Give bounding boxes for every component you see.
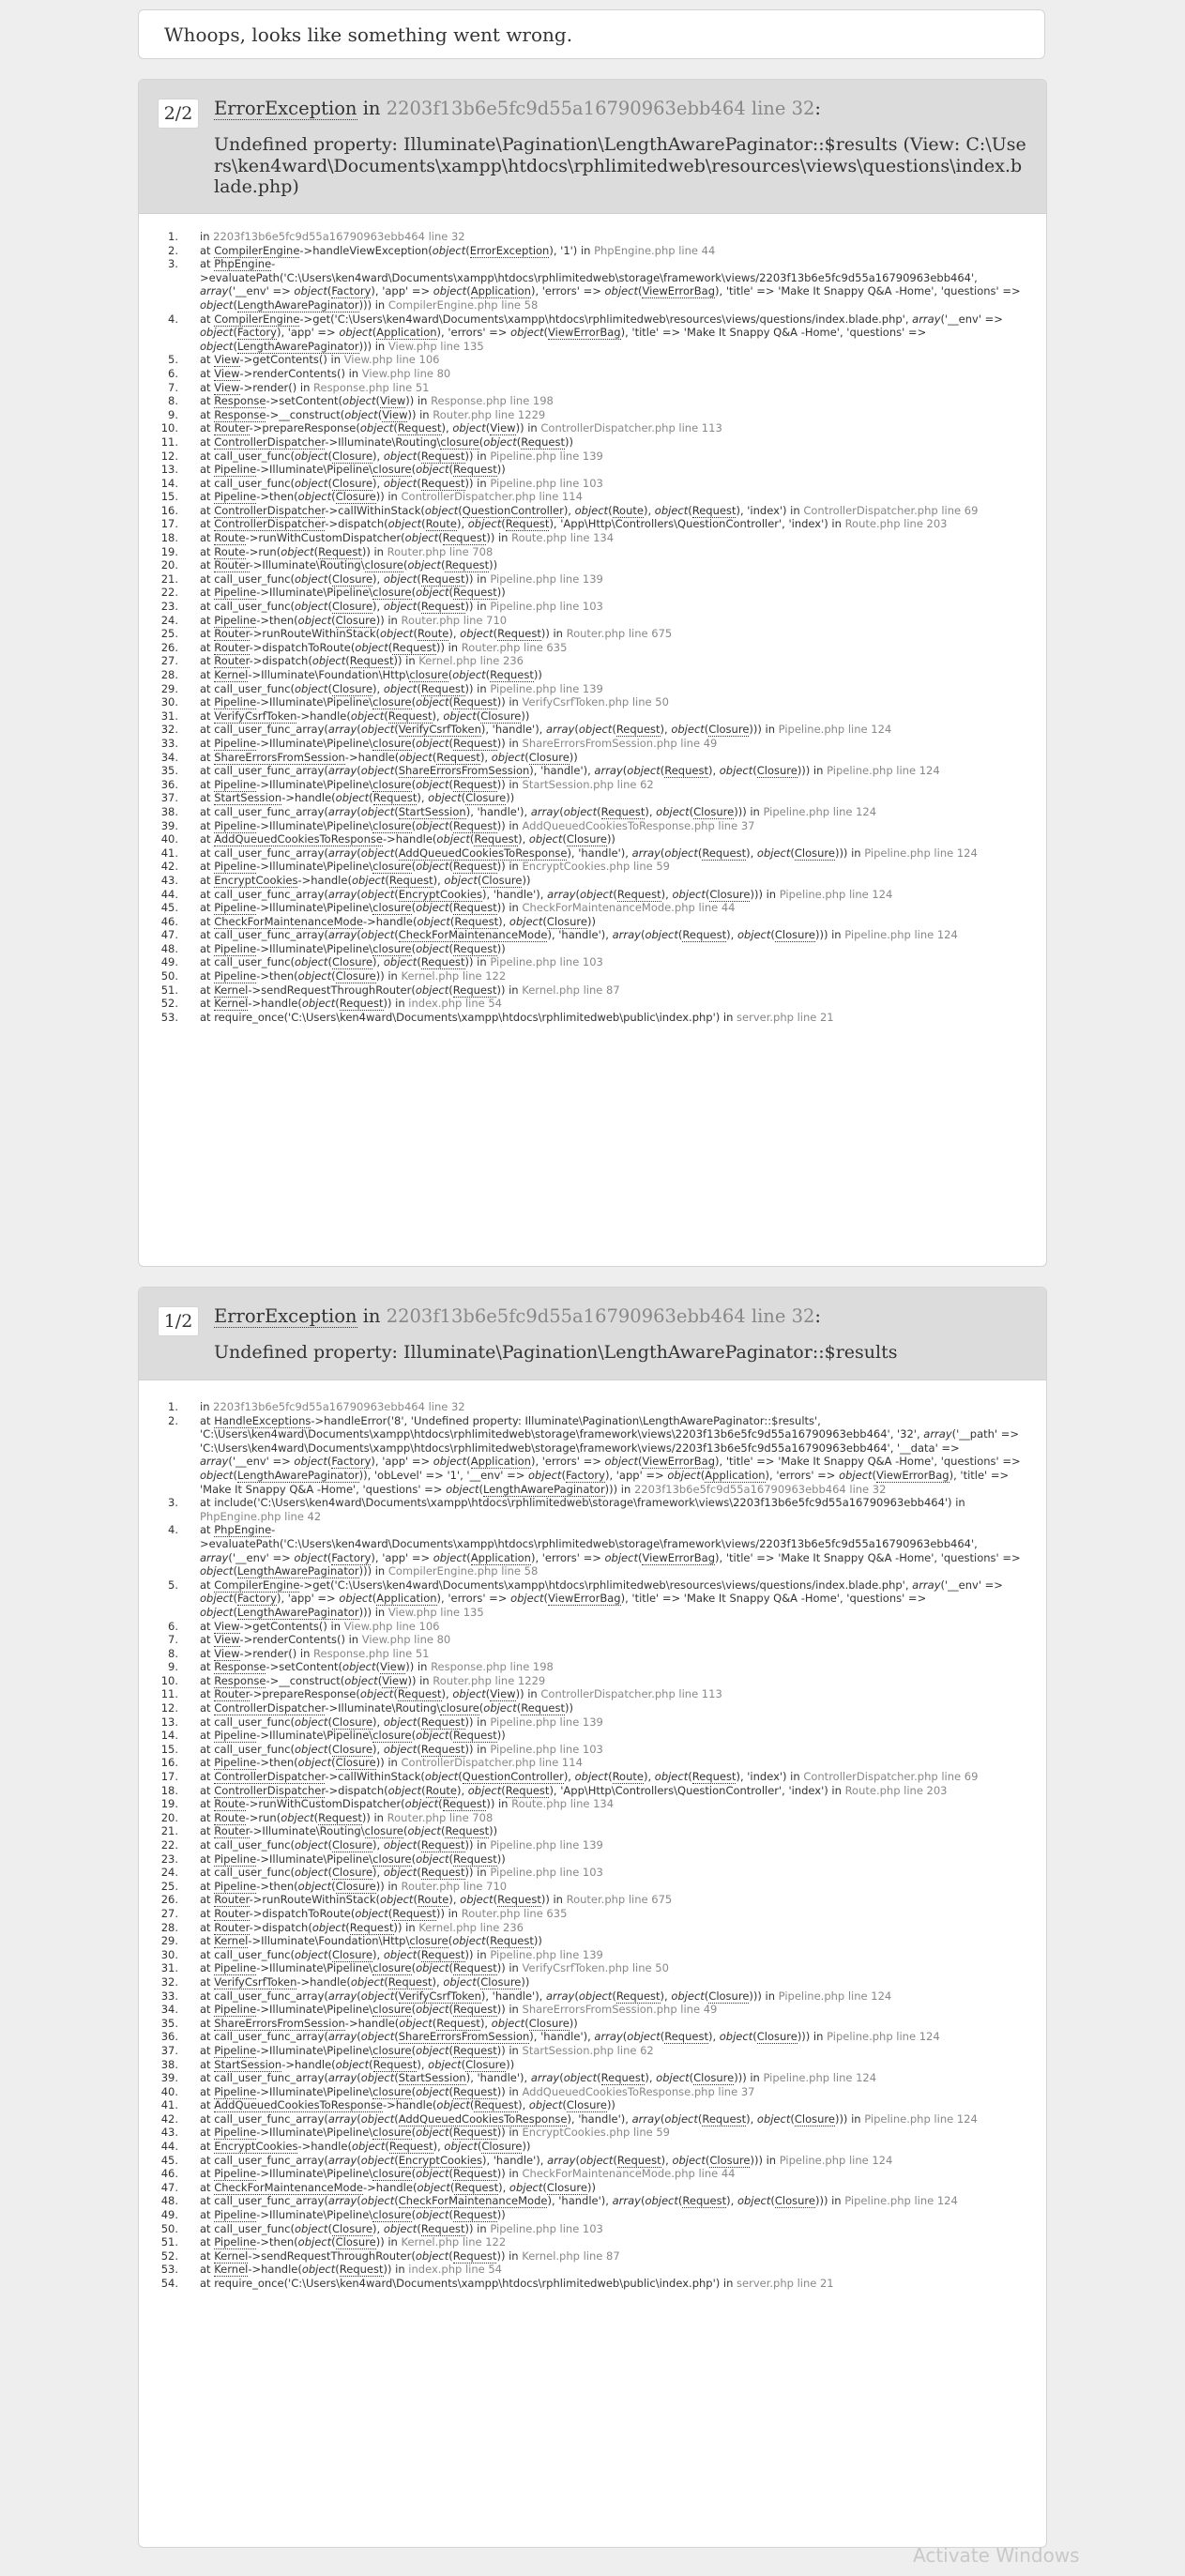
trace-frame: 22. at call_user_func(object(Closure), object(Request)) in Pipeline.php line 139: [139, 1838, 1046, 1852]
trace-frame-number: 14.: [160, 476, 178, 490]
trace-frame: 1. in 2203f13b6e5fc9d55a16790963ebb464 line 32: [139, 230, 1046, 244]
trace-frame-number: 4.: [168, 312, 178, 326]
trace-frame: 41. at AddQueuedCookiesToResponse->handle(object(Request), object(Closure)): [139, 2098, 1046, 2112]
trace-frame-number: 33.: [160, 736, 178, 750]
trace-frame-number: 2.: [168, 1413, 178, 1427]
trace-frame-number: 25.: [160, 1879, 178, 1893]
trace-frame: 4. at PhpEngine->evaluatePath('C:\Users\ken4ward\Documents\xampp\htdocs\rphlimitedweb\storage\framework\views/2203f13b6e5fc9d55a16790963ebb464', array('__env' => object(Factory), 'app' => object(Application), 'errors' => object(ViewErrorBag), 'title' => 'Make It Snappy Q&A -Home', 'questions' => object(LengthAwarePaginator))) in CompilerEngine.php line 58: [139, 1523, 1046, 1578]
trace-frame: 26. at Router->dispatchToRoute(object(Request)) in Router.php line 635: [139, 641, 1046, 655]
trace-frame-number: 6.: [168, 366, 178, 380]
trace-frame-number: 8.: [168, 1646, 178, 1660]
exception-in: in: [357, 1305, 387, 1327]
trace-frame: 29. at Kernel->Illuminate\Foundation\Http\closure(object(Request)): [139, 1934, 1046, 1948]
exception-colon: :: [814, 98, 821, 119]
trace-frame: 36. at call_user_func_array(array(object(ShareErrorsFromSession), 'handle'), array(object(Request), object(Closure))) in Pipeline.php line 124: [139, 2030, 1046, 2044]
trace-frame: 12. at ControllerDispatcher->Illuminate\Routing\closure(object(Request)): [139, 1701, 1046, 1715]
trace-frame-number: 52.: [160, 2248, 178, 2263]
trace-frame-number: 11.: [160, 434, 178, 449]
trace-frame-number: 23.: [160, 1852, 178, 1866]
trace-frame-number: 29.: [160, 681, 178, 695]
trace-frame: 17. at ControllerDispatcher->callWithinStack(object(QuestionController), object(Route), object(Request), 'index') in ControllerDispatcher.php line 69: [139, 1770, 1046, 1784]
trace-frame: 11. at Router->prepareResponse(object(Request), object(View)) in ControllerDispatcher.php line 113: [139, 1687, 1046, 1701]
trace-frame-number: 17.: [160, 517, 178, 531]
trace-frame-number: 53.: [160, 1010, 178, 1024]
trace-frame-number: 12.: [160, 449, 178, 463]
trace-frame: 5. at CompilerEngine->get('C:\Users\ken4ward\Documents\xampp\htdocs\rphlimitedweb\resources\views/questions/index.blade.php', array('__env' => object(Factory), 'app' => object(Application), 'errors' => object(ViewErrorBag), 'title' => 'Make It Snappy Q&A -Home', 'questions' => object(LengthAwarePaginator))) in View.php line 135: [139, 1578, 1046, 1620]
trace-frame-number: 48.: [160, 941, 178, 955]
trace-frame-number: 37.: [160, 791, 178, 805]
trace-frame: 15. at call_user_func(object(Closure), object(Request)) in Pipeline.php line 103: [139, 1743, 1046, 1757]
trace-frame: 25. at Pipeline->then(object(Closure)) in Router.php line 710: [139, 1880, 1046, 1894]
trace-frame: 42. at Pipeline->Illuminate\Pipeline\closure(object(Request)) in EncryptCookies.php line 59: [139, 860, 1046, 874]
trace-frame-number: 49.: [160, 2208, 178, 2222]
trace-frame-number: 22.: [160, 586, 178, 600]
trace-frame-number: 13.: [160, 463, 178, 477]
trace-frame-number: 31.: [160, 709, 178, 723]
trace-frame: 35. at ShareErrorsFromSession->handle(object(Request), object(Closure)): [139, 2017, 1046, 2031]
trace-frame-number: 26.: [160, 1893, 178, 1907]
exception-counter: 1/2: [158, 1306, 199, 1336]
trace-frame-number: 47.: [160, 928, 178, 942]
trace-frame-number: 2.: [168, 243, 178, 257]
trace-frame: 18. at ControllerDispatcher->dispatch(object(Route), object(Request), 'App\Http\Controllers\QuestionController', 'index') in Route.php line 203: [139, 1784, 1046, 1798]
trace-frame-number: 37.: [160, 2043, 178, 2057]
trace-frame-number: 38.: [160, 804, 178, 818]
trace-frame: 15. at Pipeline->then(object(Closure)) in ControllerDispatcher.php line 114: [139, 490, 1046, 504]
trace-frame: 21. at call_user_func(object(Closure), object(Request)) in Pipeline.php line 139: [139, 572, 1046, 587]
trace-frame: 33. at Pipeline->Illuminate\Pipeline\closure(object(Request)) in ShareErrorsFromSession.php line 49: [139, 737, 1046, 751]
exception-message: Undefined property: Illuminate\Pagination\LengthAwarePaginator::$results (View: C:\Users\ken4ward\Documents\xampp\htdocs\rphlimitedweb\resources\views\questions\index.blade.php): [214, 134, 1026, 197]
exception-counter: 2/2: [158, 99, 199, 129]
trace-frame: 17. at ControllerDispatcher->dispatch(object(Route), object(Request), 'App\Http\Controllers\QuestionController', 'index') in Route.php line 203: [139, 517, 1046, 531]
trace-frame: 45. at call_user_func_array(array(object(EncryptCookies), 'handle'), array(object(Request), object(Closure))) in Pipeline.php line 124: [139, 2154, 1046, 2168]
trace-frame-number: 42.: [160, 2111, 178, 2126]
trace-frame: 8. at View->render() in Response.php line 51: [139, 1647, 1046, 1661]
trace-frame: 53. at require_once('C:\Users\ken4ward\Documents\xampp\htdocs\rphlimitedweb\public\index.php') in server.php line 21: [139, 1011, 1046, 1025]
trace-frame-number: 43.: [160, 2126, 178, 2140]
error-header: [138, 9, 1045, 59]
trace-frame-number: 11.: [160, 1687, 178, 1701]
trace-frame-number: 21.: [160, 572, 178, 586]
exception-block-2: [138, 79, 1047, 1267]
exception-title: [214, 95, 1027, 123]
trace-frame: 44. at EncryptCookies->handle(object(Request), object(Closure)): [139, 2140, 1046, 2154]
trace-frame-number: 47.: [160, 2180, 178, 2194]
trace-frame-number: 35.: [160, 764, 178, 778]
trace-frame: 34. at Pipeline->Illuminate\Pipeline\closure(object(Request)) in ShareErrorsFromSession.php line 49: [139, 2003, 1046, 2017]
trace-frame: 43. at EncryptCookies->handle(object(Request), object(Closure)): [139, 874, 1046, 888]
trace-frame-number: 40.: [160, 832, 178, 846]
trace-frame: 2. at HandleExceptions->handleError('8', 'Undefined property: Illuminate\Pagination\LengthAwarePaginator::$results', 'C:\Users\ken4ward\Documents\xampp\htdocs\rphlimitedweb\storage\framework\views\2203f13b6e5fc9d55a16790963ebb464', '32', array('__path' => 'C:\Users\ken4ward\Documents\xampp\htdocs\rphlimitedweb\storage\framework\views/2203f13b6e5fc9d55a16790963ebb464', '__data' => array('__env' => object(Factory), 'app' => object(Application), 'errors' => object(ViewErrorBag), 'title' => 'Make It Snappy Q&A -Home', 'questions' => object(LengthAwarePaginator)), 'obLevel' => '1', '__env' => object(Factory), 'app' => object(Application), 'errors' => object(ViewErrorBag), 'title' => 'Make It Snappy Q&A -Home', 'questions' => object(LengthAwarePaginator))) in 2203f13b6e5fc9d55a16790963ebb464 line 32: [139, 1414, 1046, 1497]
exception-location: 2203f13b6e5fc9d55a16790963ebb464 line 32: [386, 1305, 815, 1327]
page-title: Whoops, looks like something went wrong.: [164, 23, 573, 46]
trace-frame: 19. at Route->runWithCustomDispatcher(object(Request)) in Route.php line 134: [139, 1797, 1046, 1811]
trace-frame: 53. at Kernel->handle(object(Request)) in index.php line 54: [139, 2263, 1046, 2277]
exception-colon: :: [814, 1305, 821, 1327]
trace-frame-number: 1.: [168, 230, 178, 243]
trace-frame-number: 28.: [160, 668, 178, 681]
trace-frame-number: 49.: [160, 955, 178, 969]
trace-frame-number: 48.: [160, 2194, 178, 2208]
trace-frame: 30. at Pipeline->Illuminate\Pipeline\closure(object(Request)) in VerifyCsrfToken.php line 50: [139, 695, 1046, 709]
trace-frame: 32. at call_user_func_array(array(object(VerifyCsrfToken), 'handle'), array(object(Request), object(Closure))) in Pipeline.php line 124: [139, 723, 1046, 737]
trace-frame-number: 50.: [160, 2221, 178, 2235]
trace-frame: 12. at call_user_func(object(Closure), object(Request)) in Pipeline.php line 139: [139, 450, 1046, 464]
trace-frame: 47. at call_user_func_array(array(object(CheckForMaintenanceMode), 'handle'), array(object(Request), object(Closure))) in Pipeline.php line 124: [139, 928, 1046, 942]
trace-frame: 48. at Pipeline->Illuminate\Pipeline\closure(object(Request)): [139, 942, 1046, 956]
trace-frame-number: 19.: [160, 1797, 178, 1811]
trace-frame: 38. at StartSession->handle(object(Request), object(Closure)): [139, 2058, 1046, 2072]
trace-frame-number: 39.: [160, 2071, 178, 2085]
trace-frame-number: 1.: [168, 1400, 178, 1413]
exception-block-1: [138, 1287, 1047, 2548]
trace-frame: 16. at Pipeline->then(object(Closure)) in ControllerDispatcher.php line 114: [139, 1756, 1046, 1770]
trace-frame-number: 43.: [160, 873, 178, 887]
trace-frame-number: 41.: [160, 2098, 178, 2112]
trace-frame-number: 52.: [160, 997, 178, 1011]
trace-frame-number: 4.: [168, 1523, 178, 1537]
trace-frame: 20. at Router->Illuminate\Routing\closure(object(Request)): [139, 558, 1046, 572]
trace-frame-number: 16.: [160, 1756, 178, 1770]
trace-frame: 52. at Kernel->handle(object(Request)) in index.php line 54: [139, 997, 1046, 1011]
trace-frame: 31. at Pipeline->Illuminate\Pipeline\closure(object(Request)) in VerifyCsrfToken.php line 50: [139, 1961, 1046, 1975]
trace-frame-number: 27.: [160, 1906, 178, 1920]
trace-frame: 4. at CompilerEngine->get('C:\Users\ken4ward\Documents\xampp\htdocs\rphlimitedweb\resources\views/questions/index.blade.php', array('__env' => object(Factory), 'app' => object(Application), 'errors' => object(ViewErrorBag), 'title' => 'Make It Snappy Q&A -Home', 'questions' => object(LengthAwarePaginator))) in View.php line 135: [139, 312, 1046, 354]
exception-title: [214, 1303, 1027, 1331]
trace-frame-number: 36.: [160, 2030, 178, 2044]
exception-location: 2203f13b6e5fc9d55a16790963ebb464 line 32: [386, 98, 815, 119]
trace-frame: 9. at Response->setContent(object(View)) in Response.php line 198: [139, 1660, 1046, 1674]
trace-frame: 22. at Pipeline->Illuminate\Pipeline\closure(object(Request)): [139, 586, 1046, 600]
trace-frame: 5. at View->getContents() in View.php line 106: [139, 353, 1046, 367]
trace-frame: 37. at Pipeline->Illuminate\Pipeline\closure(object(Request)) in StartSession.php line 62: [139, 2044, 1046, 2058]
trace-frame: 29. at call_user_func(object(Closure), object(Request)) in Pipeline.php line 139: [139, 682, 1046, 696]
trace-frame: 50. at Pipeline->then(object(Closure)) in Kernel.php line 122: [139, 969, 1046, 983]
trace-frame: 27. at Router->dispatch(object(Request)) in Kernel.php line 236: [139, 654, 1046, 668]
trace-frame-number: 18.: [160, 531, 178, 545]
exception-class[interactable]: ErrorException: [214, 1305, 357, 1327]
trace-frame-number: 13.: [160, 1715, 178, 1729]
trace-frame: 11. at ControllerDispatcher->Illuminate\Routing\closure(object(Request)): [139, 435, 1046, 450]
trace-frame: 9. at Response->__construct(object(View)) in Router.php line 1229: [139, 408, 1046, 422]
trace-frame: 35. at call_user_func_array(array(object(ShareErrorsFromSession), 'handle'), array(object(Request), object(Closure))) in Pipeline.php line 124: [139, 764, 1046, 778]
trace-frame: 10. at Response->__construct(object(View)) in Router.php line 1229: [139, 1674, 1046, 1688]
trace-frame: 45. at Pipeline->Illuminate\Pipeline\closure(object(Request)) in CheckForMaintenanceMode.php line 44: [139, 901, 1046, 915]
trace-frame-number: 41.: [160, 846, 178, 860]
trace-frame: 52. at Kernel->sendRequestThroughRouter(object(Request)) in Kernel.php line 87: [139, 2249, 1046, 2264]
trace-frame-number: 50.: [160, 969, 178, 983]
trace-frame: 38. at call_user_func_array(array(object(StartSession), 'handle'), array(object(Request), object(Closure))) in Pipeline.php line 124: [139, 805, 1046, 819]
trace-frame: 51. at Kernel->sendRequestThroughRouter(object(Request)) in Kernel.php line 87: [139, 983, 1046, 998]
trace-frame-number: 24.: [160, 613, 178, 627]
trace-frame: 20. at Route->run(object(Request)) in Router.php line 708: [139, 1811, 1046, 1825]
trace-frame: 6. at View->getContents() in View.php line 106: [139, 1620, 1046, 1634]
trace-frame-number: 38.: [160, 2057, 178, 2071]
trace-frame-number: 40.: [160, 2084, 178, 2098]
trace-frame: 7. at View->render() in Response.php line 51: [139, 381, 1046, 395]
trace-frame: 24. at Pipeline->then(object(Closure)) in Router.php line 710: [139, 614, 1046, 628]
trace-frame: 37. at StartSession->handle(object(Request), object(Closure)): [139, 791, 1046, 805]
trace-frame: 46. at CheckForMaintenanceMode->handle(object(Request), object(Closure)): [139, 915, 1046, 929]
trace-frame: 33. at call_user_func_array(array(object(VerifyCsrfToken), 'handle'), array(object(Request), object(Closure))) in Pipeline.php line 124: [139, 1989, 1046, 2004]
trace-frame-number: 14.: [160, 1729, 178, 1743]
trace-frame-number: 35.: [160, 2016, 178, 2030]
trace-frame: 41. at call_user_func_array(array(object(AddQueuedCookiesToResponse), 'handle'), array(object(Request), object(Closure))) in Pipeline.php line 124: [139, 846, 1046, 861]
trace-frame-number: 23.: [160, 600, 178, 614]
trace-frame: 23. at Pipeline->Illuminate\Pipeline\closure(object(Request)): [139, 1852, 1046, 1867]
trace-frame-number: 22.: [160, 1838, 178, 1852]
trace-frame: 25. at Router->runRouteWithinStack(object(Route), object(Request)) in Router.php line 675: [139, 627, 1046, 641]
trace-frame: 13. at call_user_func(object(Closure), object(Request)) in Pipeline.php line 139: [139, 1715, 1046, 1730]
trace-frame: 36. at Pipeline->Illuminate\Pipeline\closure(object(Request)) in StartSession.php line 62: [139, 778, 1046, 792]
activate-windows-watermark: Activate Windows: [913, 2544, 1080, 2567]
trace-frame-number: 20.: [160, 1810, 178, 1824]
trace-frame: 47. at CheckForMaintenanceMode->handle(object(Request), object(Closure)): [139, 2181, 1046, 2195]
exception-message: Undefined property: Illuminate\Pagination\LengthAwarePaginator::$results: [214, 1342, 898, 1363]
trace-frame-number: 26.: [160, 640, 178, 654]
trace-frame-number: 45.: [160, 901, 178, 915]
trace-frame-number: 39.: [160, 818, 178, 832]
trace-frame: 13. at Pipeline->Illuminate\Pipeline\closure(object(Request)): [139, 463, 1046, 477]
trace-frame-number: 29.: [160, 1934, 178, 1948]
trace-frame: 54. at require_once('C:\Users\ken4ward\Documents\xampp\htdocs\rphlimitedweb\public\index.php') in server.php line 21: [139, 2277, 1046, 2291]
trace-frame: 51. at Pipeline->then(object(Closure)) in Kernel.php line 122: [139, 2235, 1046, 2249]
stack-trace: [139, 214, 1046, 1024]
trace-frame: 32. at VerifyCsrfToken->handle(object(Request), object(Closure)): [139, 1975, 1046, 1989]
trace-frame-number: 17.: [160, 1770, 178, 1784]
trace-frame: 50. at call_user_func(object(Closure), object(Request)) in Pipeline.php line 103: [139, 2222, 1046, 2236]
trace-frame-number: 8.: [168, 394, 178, 408]
trace-frame: 7. at View->renderContents() in View.php line 80: [139, 1633, 1046, 1647]
trace-frame: 24. at call_user_func(object(Closure), object(Request)) in Pipeline.php line 103: [139, 1866, 1046, 1880]
trace-frame-number: 34.: [160, 2003, 178, 2017]
trace-frame: 48. at call_user_func_array(array(object(CheckForMaintenanceMode), 'handle'), array(object(Request), object(Closure))) in Pipeline.php line 124: [139, 2194, 1046, 2208]
trace-frame: 28. at Router->dispatch(object(Request)) in Kernel.php line 236: [139, 1921, 1046, 1935]
trace-frame: 49. at call_user_func(object(Closure), object(Request)) in Pipeline.php line 103: [139, 955, 1046, 969]
trace-frame-number: 27.: [160, 654, 178, 668]
trace-frame: 44. at call_user_func_array(array(object(EncryptCookies), 'handle'), array(object(Request), object(Closure))) in Pipeline.php line 124: [139, 888, 1046, 902]
exception-in: in: [357, 98, 387, 119]
trace-frame: 43. at Pipeline->Illuminate\Pipeline\closure(object(Request)) in EncryptCookies.php line 59: [139, 2126, 1046, 2140]
trace-frame: 39. at call_user_func_array(array(object(StartSession), 'handle'), array(object(Request), object(Closure))) in Pipeline.php line 124: [139, 2071, 1046, 2085]
trace-frame-number: 18.: [160, 1783, 178, 1797]
trace-frame: 31. at VerifyCsrfToken->handle(object(Request), object(Closure)): [139, 709, 1046, 724]
trace-frame: 1. in 2203f13b6e5fc9d55a16790963ebb464 line 32: [139, 1400, 1046, 1414]
trace-frame-number: 33.: [160, 1989, 178, 2003]
trace-frame-number: 21.: [160, 1824, 178, 1838]
trace-frame-number: 30.: [160, 695, 178, 709]
trace-frame-number: 31.: [160, 1961, 178, 1975]
trace-frame-number: 36.: [160, 777, 178, 791]
trace-frame: 21. at Router->Illuminate\Routing\closure(object(Request)): [139, 1824, 1046, 1838]
stack-trace: [139, 1380, 1046, 2291]
trace-frame: 16. at ControllerDispatcher->callWithinStack(object(QuestionController), object(Route), object(Request), 'index') in ControllerDispatcher.php line 69: [139, 504, 1046, 518]
trace-frame-number: 9.: [168, 407, 178, 421]
trace-frame-number: 54.: [160, 2277, 178, 2290]
trace-frame: 40. at Pipeline->Illuminate\Pipeline\closure(object(Request)) in AddQueuedCookiesToResponse.php line 37: [139, 2085, 1046, 2099]
trace-frame-number: 5.: [168, 353, 178, 367]
exception-header: [139, 80, 1046, 214]
trace-frame: 14. at Pipeline->Illuminate\Pipeline\closure(object(Request)): [139, 1729, 1046, 1743]
trace-frame: 34. at ShareErrorsFromSession->handle(object(Request), object(Closure)): [139, 751, 1046, 765]
trace-frame: 27. at Router->dispatchToRoute(object(Request)) in Router.php line 635: [139, 1907, 1046, 1921]
trace-frame: 19. at Route->run(object(Request)) in Router.php line 708: [139, 545, 1046, 559]
trace-frame: 3. at include('C:\Users\ken4ward\Documents\xampp\htdocs\rphlimitedweb\storage\framework\views\2203f13b6e5fc9d55a16790963ebb464') in PhpEngine.php line 42: [139, 1496, 1046, 1523]
exception-header: [139, 1288, 1046, 1380]
trace-frame: 39. at Pipeline->Illuminate\Pipeline\closure(object(Request)) in AddQueuedCookiesToResponse.php line 37: [139, 819, 1046, 833]
trace-frame: 10. at Router->prepareResponse(object(Request), object(View)) in ControllerDispatcher.php line 113: [139, 421, 1046, 435]
trace-frame: 23. at call_user_func(object(Closure), object(Request)) in Pipeline.php line 103: [139, 600, 1046, 614]
trace-frame-number: 7.: [168, 1633, 178, 1647]
trace-frame: 14. at call_user_func(object(Closure), object(Request)) in Pipeline.php line 103: [139, 477, 1046, 491]
trace-frame: 42. at call_user_func_array(array(object(AddQueuedCookiesToResponse), 'handle'), array(object(Request), object(Closure))) in Pipeline.php line 124: [139, 2112, 1046, 2126]
trace-frame: 30. at call_user_func(object(Closure), object(Request)) in Pipeline.php line 139: [139, 1948, 1046, 1962]
trace-frame-number: 9.: [168, 1660, 178, 1674]
trace-frame: 18. at Route->runWithCustomDispatcher(object(Request)) in Route.php line 134: [139, 531, 1046, 545]
trace-frame-number: 42.: [160, 860, 178, 874]
trace-frame-number: 53.: [160, 2263, 178, 2277]
trace-frame-number: 15.: [160, 1742, 178, 1756]
trace-frame-number: 3.: [168, 1496, 178, 1510]
trace-frame-number: 19.: [160, 544, 178, 558]
trace-frame-number: 24.: [160, 1866, 178, 1880]
trace-frame: 28. at Kernel->Illuminate\Foundation\Http\closure(object(Request)): [139, 668, 1046, 682]
trace-frame-number: 5.: [168, 1578, 178, 1592]
trace-frame-number: 20.: [160, 558, 178, 572]
trace-frame: 26. at Router->runRouteWithinStack(object(Route), object(Request)) in Router.php line 675: [139, 1893, 1046, 1907]
trace-frame-number: 28.: [160, 1920, 178, 1934]
trace-frame-number: 15.: [160, 490, 178, 504]
trace-frame-number: 45.: [160, 2153, 178, 2167]
trace-frame: 2. at CompilerEngine->handleViewException(object(ErrorException), '1') in PhpEngine.php line 44: [139, 244, 1046, 258]
trace-frame-number: 32.: [160, 723, 178, 737]
trace-frame-number: 16.: [160, 503, 178, 517]
trace-frame-number: 25.: [160, 627, 178, 641]
trace-frame-number: 10.: [160, 421, 178, 435]
exception-class[interactable]: ErrorException: [214, 98, 357, 119]
trace-frame-number: 6.: [168, 1619, 178, 1633]
trace-frame: 49. at Pipeline->Illuminate\Pipeline\closure(object(Request)): [139, 2208, 1046, 2222]
trace-frame-number: 10.: [160, 1673, 178, 1687]
trace-frame: 40. at AddQueuedCookiesToResponse->handle(object(Request), object(Closure)): [139, 832, 1046, 846]
trace-frame-number: 51.: [160, 983, 178, 997]
trace-frame-number: 44.: [160, 2140, 178, 2154]
trace-frame: 8. at Response->setContent(object(View)) in Response.php line 198: [139, 394, 1046, 408]
trace-frame: 3. at PhpEngine->evaluatePath('C:\Users\ken4ward\Documents\xampp\htdocs\rphlimitedweb\storage\framework\views/2203f13b6e5fc9d55a16790963ebb464', array('__env' => object(Factory), 'app' => object(Application), 'errors' => object(ViewErrorBag), 'title' => 'Make It Snappy Q&A -Home', 'questions' => object(LengthAwarePaginator))) in CompilerEngine.php line 58: [139, 257, 1046, 312]
trace-frame: 6. at View->renderContents() in View.php line 80: [139, 367, 1046, 381]
trace-frame-number: 30.: [160, 1947, 178, 1961]
trace-frame-number: 46.: [160, 2167, 178, 2181]
trace-frame-number: 46.: [160, 914, 178, 928]
trace-frame-number: 7.: [168, 380, 178, 394]
trace-frame: 46. at Pipeline->Illuminate\Pipeline\closure(object(Request)) in CheckForMaintenanceMode.php line 44: [139, 2167, 1046, 2181]
trace-frame-number: 12.: [160, 1701, 178, 1715]
trace-frame-number: 3.: [168, 257, 178, 271]
trace-frame-number: 51.: [160, 2235, 178, 2249]
trace-frame-number: 34.: [160, 750, 178, 764]
trace-frame-number: 32.: [160, 1974, 178, 1989]
trace-frame-number: 44.: [160, 887, 178, 901]
